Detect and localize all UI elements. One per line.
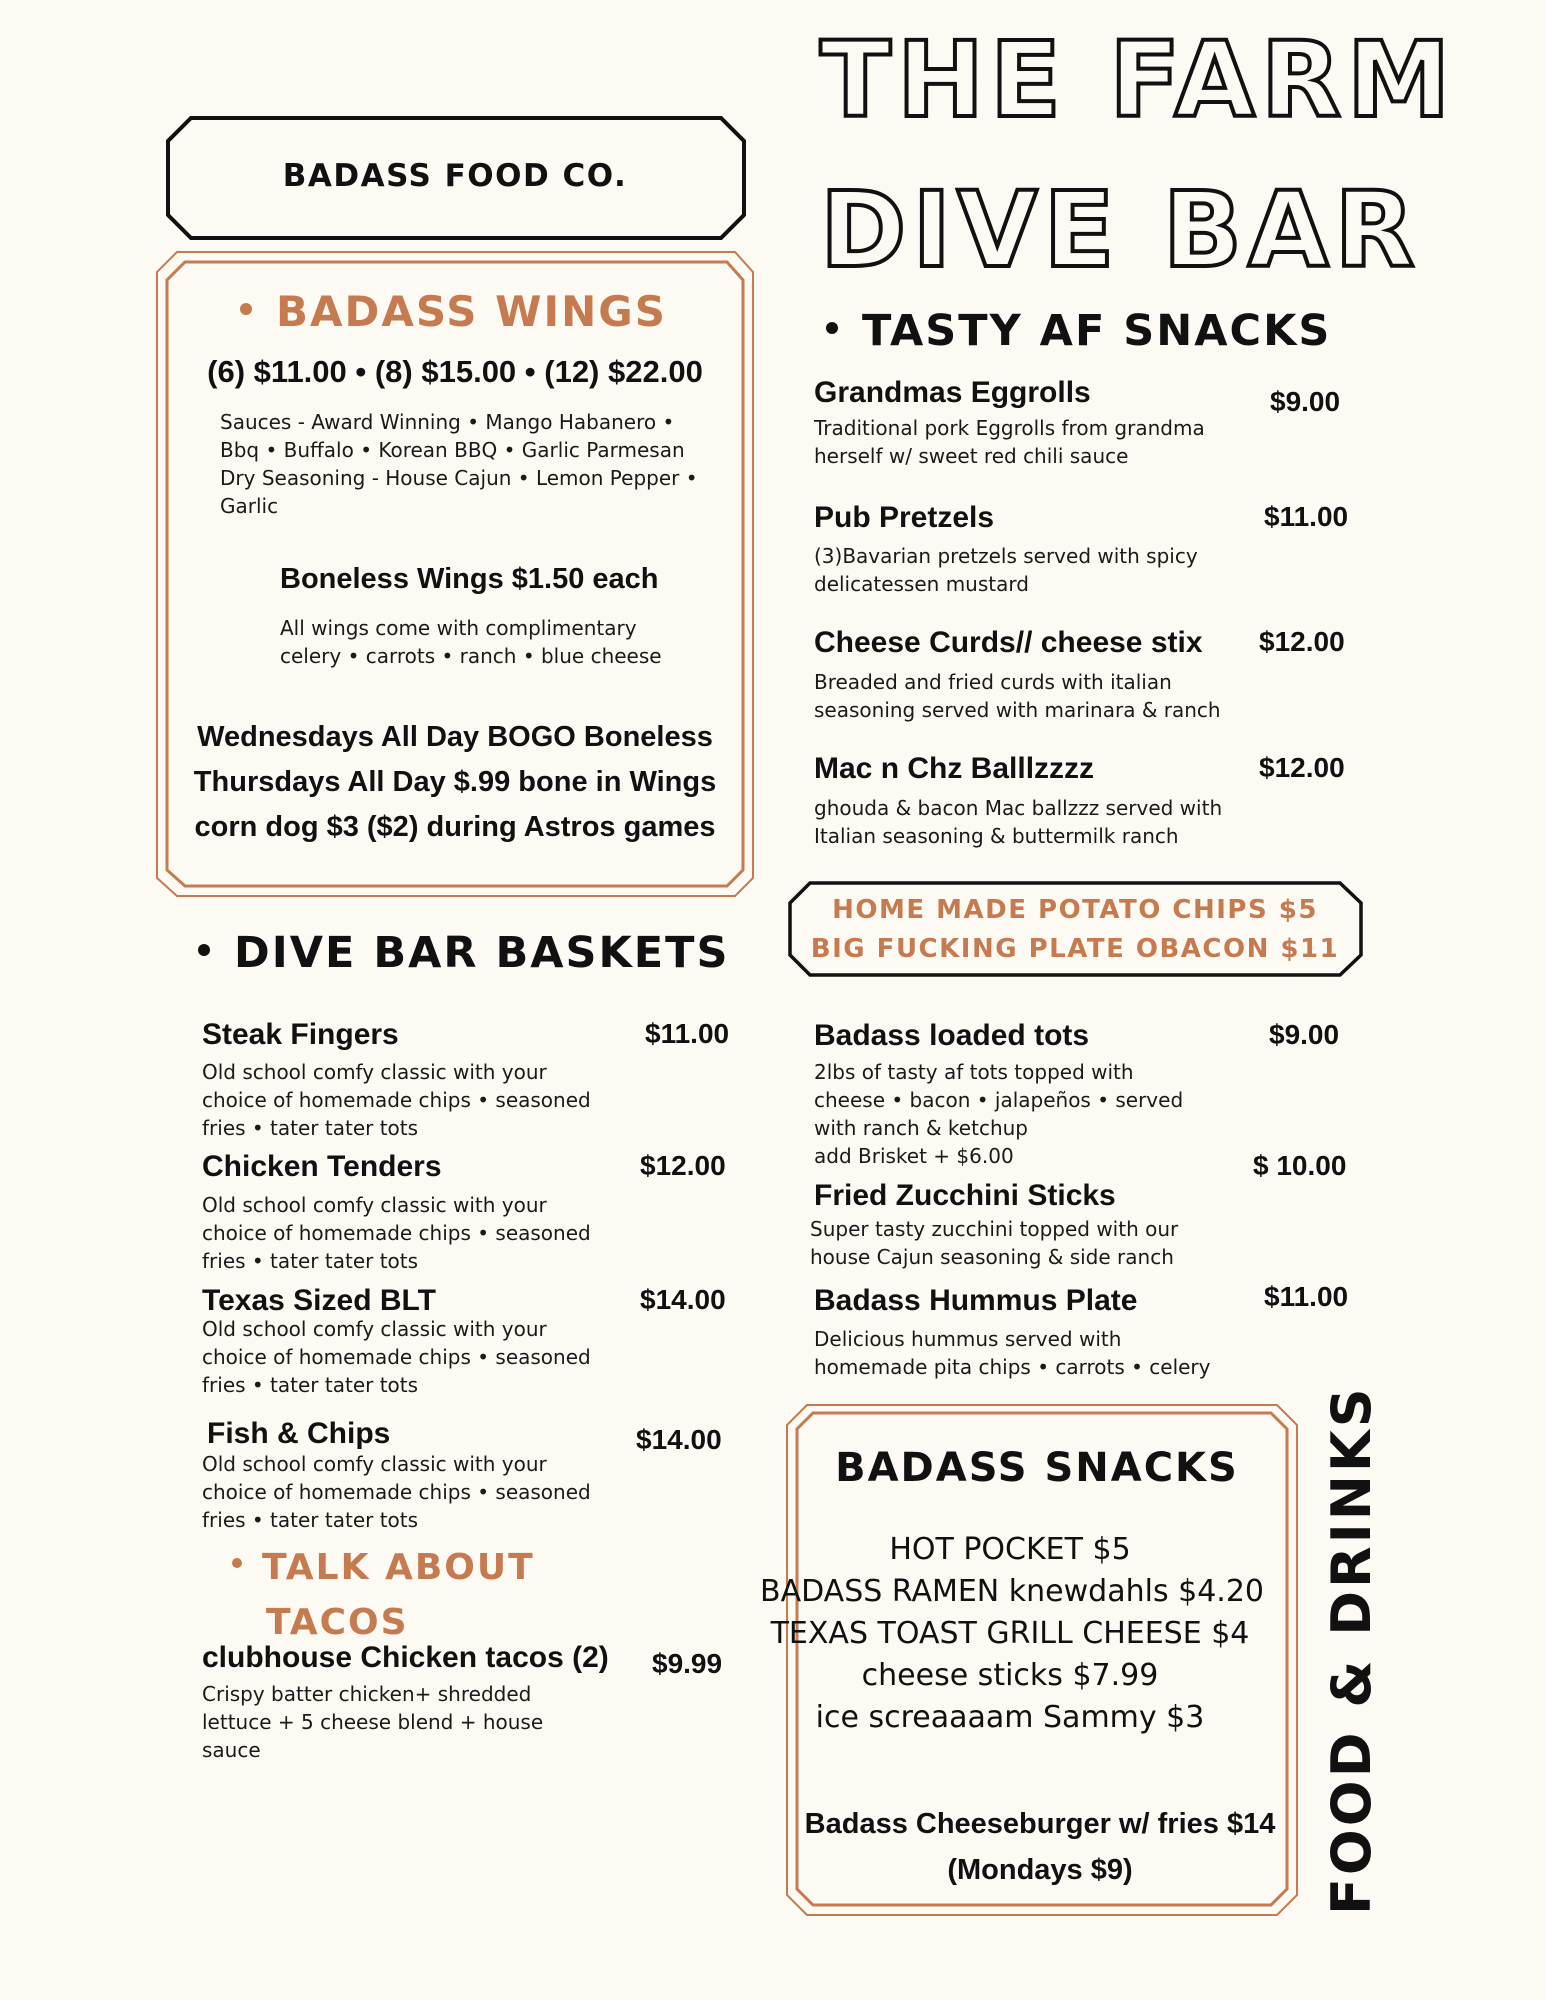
item-price: $12.00 bbox=[640, 1150, 726, 1181]
sauce-line: Sauces - Award Winning • Mango Habanero • bbox=[220, 410, 675, 434]
item-desc: fries • tater tater tots bbox=[202, 1249, 419, 1273]
sauce-line: Dry Seasoning - House Cajun • Lemon Pepper • bbox=[220, 466, 698, 490]
baskets-heading: DIVE BAR BASKETS bbox=[198, 928, 729, 978]
item-name: Fried Zucchini Sticks bbox=[814, 1179, 1116, 1212]
item-desc: lettuce + 5 cheese blend + house bbox=[202, 1710, 544, 1734]
item-desc: fries • tater tater tots bbox=[202, 1508, 419, 1532]
item-desc: choice of homemade chips • seasoned bbox=[202, 1221, 591, 1245]
item-desc: Super tasty zucchini topped with our bbox=[810, 1217, 1179, 1241]
special-line: Wednesdays All Day BOGO Boneless bbox=[197, 721, 713, 753]
item-name: Fish & Chips bbox=[207, 1417, 391, 1450]
item-desc: with ranch & ketchup bbox=[814, 1116, 1028, 1140]
special-line: corn dog $3 ($2) during Astros games bbox=[194, 811, 716, 843]
snack-line: HOT POCKET $5 bbox=[889, 1532, 1131, 1567]
snack-line: ice screaaaam Sammy $3 bbox=[815, 1700, 1205, 1735]
item-name: Mac n Chz Balllzzzz bbox=[814, 752, 1095, 785]
title-line-2: DIVE BAR bbox=[820, 169, 1421, 291]
item-desc: Delicious hummus served with bbox=[814, 1327, 1122, 1351]
item-name: Badass Hummus Plate bbox=[814, 1284, 1138, 1317]
item-price: $11.00 bbox=[1264, 501, 1349, 532]
tacos-heading: TALK ABOUT TACOS bbox=[232, 1540, 535, 1650]
item-price: $12.00 bbox=[1259, 752, 1345, 783]
snack-line: cheese sticks $7.99 bbox=[861, 1658, 1159, 1693]
item-desc: fries • tater tater tots bbox=[202, 1116, 419, 1140]
sauce-line: Garlic bbox=[220, 494, 279, 518]
item-price: $9.99 bbox=[652, 1648, 723, 1679]
sauce-line: Bbq • Buffalo • Korean BBQ • Garlic Parmesan bbox=[220, 438, 685, 462]
item-desc: Old school comfy classic with your bbox=[202, 1452, 547, 1476]
item-desc: cheese • bacon • jalapeños • served bbox=[814, 1088, 1184, 1112]
badass-snacks-heading: BADASS SNACKS bbox=[835, 1445, 1239, 1491]
item-desc: Crispy batter chicken+ shredded bbox=[202, 1682, 532, 1706]
item-price: $11.00 bbox=[1264, 1281, 1349, 1312]
item-name: Chicken Tenders bbox=[202, 1150, 442, 1183]
item-desc: (3)Bavarian pretzels served with spicy bbox=[814, 544, 1198, 568]
item-desc: choice of homemade chips • seasoned bbox=[202, 1088, 591, 1112]
item-desc: homemade pita chips • carrots • celery bbox=[814, 1355, 1211, 1379]
item-price: $9.00 bbox=[1270, 386, 1341, 417]
item-desc: Breaded and fried curds with italian bbox=[814, 670, 1172, 694]
item-name: Steak Fingers bbox=[202, 1018, 399, 1051]
wings-prices: (6) $11.00 • (8) $15.00 • (12) $22.00 bbox=[207, 354, 703, 389]
item-desc: choice of homemade chips • seasoned bbox=[202, 1480, 591, 1504]
bullet-icon bbox=[198, 944, 210, 956]
boneless-wings: Boneless Wings $1.50 each bbox=[280, 563, 659, 595]
item-price: $14.00 bbox=[640, 1284, 726, 1315]
item-desc: herself w/ sweet red chili sauce bbox=[814, 444, 1129, 468]
snack-line: TEXAS TOAST GRILL CHEESE $4 bbox=[770, 1616, 1250, 1651]
item-price: $12.00 bbox=[1259, 626, 1345, 657]
item-desc: Italian seasoning & buttermilk ranch bbox=[814, 824, 1179, 848]
item-desc: seasoning served with marinara & ranch bbox=[814, 698, 1221, 722]
item-desc: ghouda & bacon Mac ballzzz served with bbox=[814, 796, 1223, 820]
item-name: Pub Pretzels bbox=[814, 501, 995, 534]
item-name: Grandmas Eggrolls bbox=[814, 376, 1091, 409]
bullet-icon bbox=[240, 303, 252, 315]
snacks-heading: TASTY AF SNACKS bbox=[826, 306, 1331, 356]
badge-label: BADASS FOOD CO. bbox=[282, 158, 628, 194]
item-desc: Old school comfy classic with your bbox=[202, 1317, 547, 1341]
bullet-icon bbox=[232, 1558, 242, 1568]
item-price: $11.00 bbox=[645, 1018, 730, 1049]
item-price: $14.00 bbox=[636, 1424, 722, 1455]
chips-line-1: HOME MADE POTATO CHIPS $5 bbox=[832, 895, 1318, 925]
item-desc: Traditional pork Eggrolls from grandma bbox=[814, 416, 1205, 440]
item-desc: Old school comfy classic with your bbox=[202, 1193, 547, 1217]
item-desc: Old school comfy classic with your bbox=[202, 1060, 547, 1084]
food-drinks-label: FOOD & DRINKS bbox=[1320, 1385, 1383, 1915]
item-desc: 2lbs of tasty af tots topped with bbox=[814, 1060, 1134, 1084]
snack-line: BADASS RAMEN knewdahls $4.20 bbox=[760, 1574, 1264, 1609]
complimentary-line: All wings come with complimentary bbox=[280, 616, 637, 640]
item-desc: choice of homemade chips • seasoned bbox=[202, 1345, 591, 1369]
chips-line-2: BIG FUCKING PLATE OBACON $11 bbox=[810, 934, 1340, 964]
item-price: $ 10.00 bbox=[1253, 1150, 1347, 1181]
item-desc: sauce bbox=[202, 1738, 261, 1762]
special-line: Thursdays All Day $.99 bone in Wings bbox=[193, 766, 717, 798]
item-desc: delicatessen mustard bbox=[814, 572, 1029, 596]
item-desc: add Brisket + $6.00 bbox=[814, 1144, 1014, 1168]
burger-line: (Mondays $9) bbox=[947, 1854, 1133, 1886]
complimentary-line: celery • carrots • ranch • blue cheese bbox=[280, 644, 662, 668]
item-price: $9.00 bbox=[1269, 1019, 1340, 1050]
item-name: Badass loaded tots bbox=[814, 1019, 1090, 1052]
wings-heading: BADASS WINGS bbox=[240, 287, 667, 336]
item-name: Cheese Curds// cheese stix bbox=[814, 626, 1203, 659]
item-name: clubhouse Chicken tacos (2) bbox=[202, 1641, 609, 1674]
item-desc: house Cajun seasoning & side ranch bbox=[810, 1245, 1174, 1269]
burger-line: Badass Cheeseburger w/ fries $14 bbox=[804, 1808, 1276, 1840]
item-desc: fries • tater tater tots bbox=[202, 1373, 419, 1397]
item-name: Texas Sized BLT bbox=[202, 1284, 436, 1317]
bullet-icon bbox=[826, 322, 838, 334]
title-line-1: THE FARM bbox=[820, 19, 1457, 141]
